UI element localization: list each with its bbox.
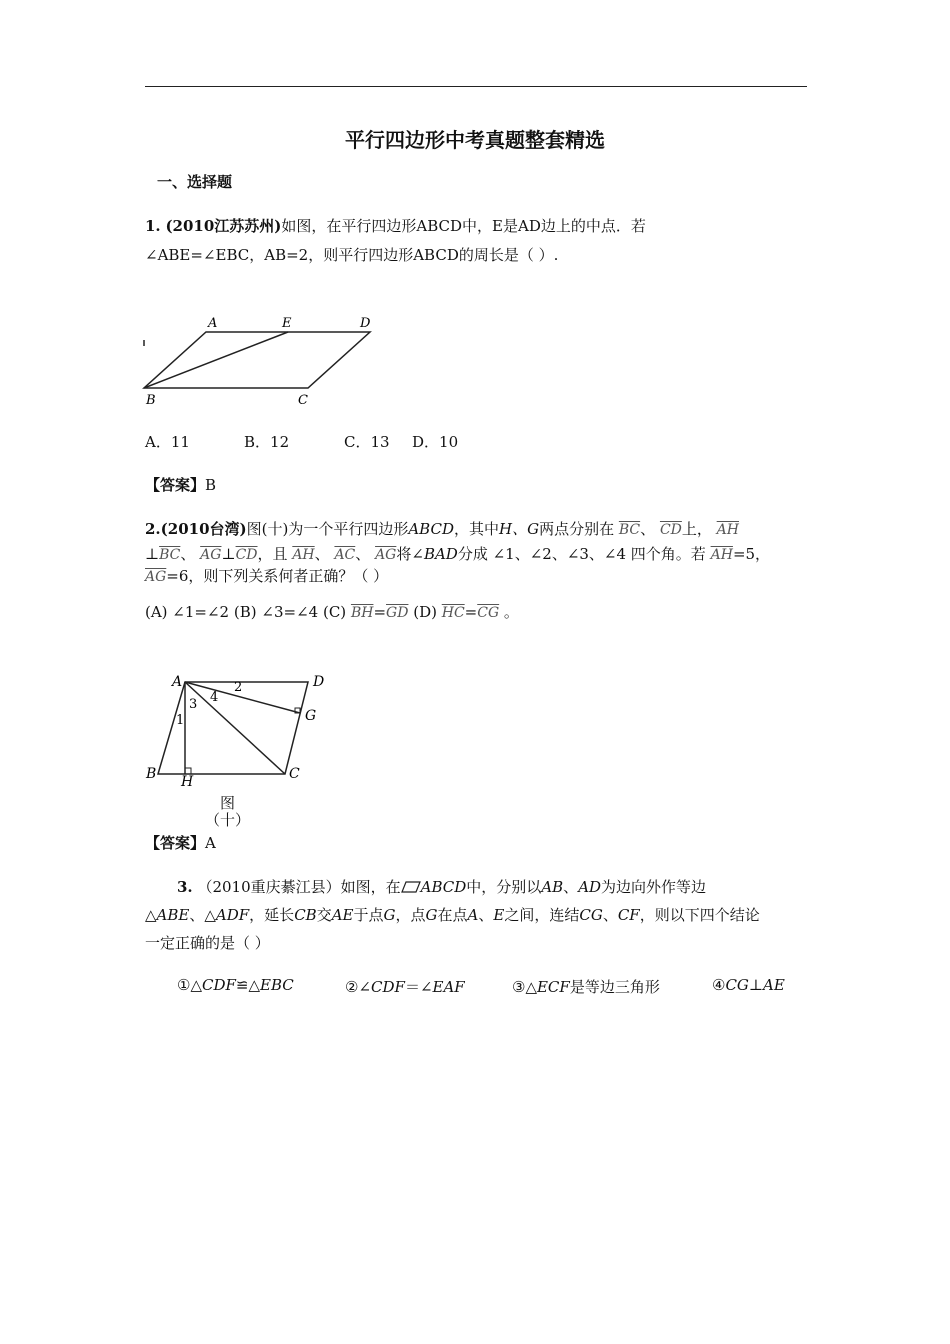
q3-number: 3. (177, 878, 193, 896)
q3-text: 如图，在 (340, 878, 401, 896)
q3-c3-prefix: ③△ (512, 978, 537, 996)
q3-text: 、 (189, 906, 205, 924)
segment-cd: $\overline{CD}$ (659, 522, 682, 538)
segment-bh: $\overline{BH}$ (350, 605, 374, 621)
segment-ah: $\overline{AH}$ (716, 522, 739, 538)
q3-conclusion-2 (345, 976, 465, 997)
segment-gd: $\overline{GD}$ (386, 605, 409, 621)
q3-c1-ebc: EBC (260, 976, 294, 994)
q3-text: 在点 (437, 906, 468, 924)
q3-c2-prefix: ②∠ (345, 978, 372, 996)
q2-option-d: (D) (413, 603, 437, 621)
q3-conclusion-4 (712, 976, 785, 994)
q3-c2-equals: ＝∠ (404, 978, 433, 996)
q3-c4-ae: AE (763, 976, 785, 994)
q3-c1-prefix: ①△ (177, 976, 202, 994)
q2-angle-4: 4 (210, 690, 219, 705)
q1-option-b: B．12 (244, 433, 290, 451)
q1-option-a: A．11 (145, 433, 190, 451)
segment-cg: $\overline{CG}$ (477, 605, 500, 621)
q3-line2 (145, 904, 760, 925)
q3-c2-cdf: CDF (371, 978, 405, 996)
q3-c1-cdf: CDF (201, 976, 236, 994)
header-rule (145, 86, 807, 87)
q2-end-mark: 。 (503, 603, 519, 621)
q3-text: 中，分别以 (466, 878, 542, 896)
q3-e: E (493, 906, 505, 924)
q1-answer-label: 【答案】 (145, 476, 206, 494)
separator: 、 (314, 545, 330, 563)
q3-text: ，点 (395, 906, 426, 924)
q2-text: =6，则下列关系何者正确？（ ） (166, 567, 389, 585)
q2-text: 将∠ (396, 545, 424, 563)
q2-option-b: (B) ∠3=∠4 (233, 603, 319, 621)
q1-parallelogram (144, 332, 370, 388)
q1-label-e: E (282, 316, 292, 331)
page-title: 平行四边形中考真题整套精选 (345, 128, 605, 152)
equals: = (373, 603, 387, 621)
q3-c1-congruent: ≌△ (235, 976, 261, 994)
q1-segment-be (144, 332, 288, 388)
q2-label-a: A (172, 674, 183, 690)
q2-text: 两点分别在 (539, 520, 615, 538)
q2-label-c: C (289, 766, 300, 782)
segment-ag: $\overline{AG}$ (375, 547, 397, 563)
q3-g: G (383, 906, 396, 924)
q1-label-a: A (208, 316, 218, 331)
q3-g: G (425, 906, 438, 924)
segment-bc: $\overline{BC}$ (618, 522, 641, 538)
segment-ah: $\overline{AH}$ (292, 547, 315, 563)
q3-c4-prefix: ④ (712, 976, 726, 994)
parallelogram-symbol-icon (401, 881, 421, 893)
q2-label-b: B (146, 766, 157, 782)
q2-angle-1: 1 (176, 713, 185, 728)
segment-ac: $\overline{AC}$ (334, 547, 356, 563)
q3-line3: 一定正确的是（ ） (145, 934, 270, 952)
q1-label-c: C (298, 393, 308, 408)
q1-option-d: D．10 (412, 433, 459, 451)
q2-text: 图(十)为一个平行四边形 (246, 520, 409, 538)
q2-caption-line2: （十） (205, 811, 251, 829)
q3-abcd: ABCD (420, 878, 467, 896)
q3-text: 交 (316, 906, 332, 924)
segment-ag: $\overline{AG}$ (145, 569, 167, 585)
q2-label-h: H (181, 774, 194, 790)
q1-answer (145, 474, 216, 495)
q2-bad: BAD (423, 545, 458, 563)
q2-angle-3: 3 (189, 697, 198, 712)
q1-label-b: B (146, 393, 156, 408)
q3-text: 为边向外作等边 (601, 878, 707, 896)
q2-line1 (145, 518, 739, 539)
q1-label-d: D (360, 316, 371, 331)
q3-line1 (177, 876, 706, 897)
q2-options (145, 601, 519, 622)
section-heading-choice: 一、选择题 (157, 173, 233, 191)
q1-option-c: C．13 (344, 433, 390, 451)
q1-figure (140, 308, 390, 408)
segment-hc: $\overline{HC}$ (441, 605, 465, 621)
segment-ag: $\overline{AG}$ (200, 547, 222, 563)
q2-answer-label: 【答案】 (145, 834, 206, 852)
q2-option-a: (A) ∠1=∠2 (145, 603, 230, 621)
separator: 、 (180, 545, 196, 563)
q2-parallelogram (158, 682, 308, 774)
q2-line2 (145, 543, 770, 564)
equals: = (464, 603, 478, 621)
q2-text: =5， (732, 545, 771, 563)
q2-label-d: D (313, 674, 325, 690)
q3-text: 、 (478, 906, 494, 924)
q3-a: A (467, 906, 479, 924)
segment-cd: $\overline{CD}$ (235, 547, 258, 563)
q3-text: 、 (563, 878, 579, 896)
q3-text: 于点 (353, 906, 384, 924)
q2-angle-2: 2 (234, 680, 243, 695)
q1-source: (2010江苏苏州) (165, 217, 282, 235)
q2-figure (140, 668, 340, 798)
segment-bc: $\overline{BC}$ (159, 547, 181, 563)
q2-source: (2010台湾) (160, 520, 247, 538)
perp-symbol: ⊥ (221, 545, 236, 563)
q3-conclusion-3 (512, 976, 660, 997)
q2-option-c: (C) (322, 603, 347, 621)
q3-conclusion-1 (177, 976, 294, 994)
q2-label-g: G (305, 708, 317, 724)
q1-text-line1: 如图，在平行四边形ABCD中，E是AD边上的中点．若 (281, 217, 646, 235)
segment-ah: $\overline{AH}$ (710, 547, 733, 563)
q3-cb: CB (294, 906, 317, 924)
q3-c2-eaf: EAF (432, 978, 465, 996)
q3-text: 之间，连结 (504, 906, 580, 924)
q3-ae: AE (331, 906, 354, 924)
q1-number: 1. (145, 217, 161, 235)
q3-c3-ecf: ECF (536, 978, 570, 996)
q2-text: ，其中 (453, 520, 499, 538)
separator: 、 (355, 545, 371, 563)
q2-answer (145, 832, 216, 853)
q2-text: ，且 (257, 545, 288, 563)
q3-ab: AB (541, 878, 564, 896)
q3-abe: △ABE (145, 906, 190, 924)
q3-cg: CG (579, 906, 603, 924)
q2-answer-value: A (205, 834, 216, 852)
q3-text: 、 (602, 906, 618, 924)
q2-hg: H、G (499, 520, 540, 538)
q2-line3 (145, 565, 388, 586)
q3-c4-cg: CG (725, 976, 749, 994)
q2-caption-line1: 图 (220, 794, 236, 812)
q3-ad: AD (578, 878, 602, 896)
perp-symbol: ⊥ (145, 545, 160, 563)
q2-text: 上， (681, 520, 712, 538)
q3-source: （2010重庆綦江县） (197, 878, 341, 896)
q3-cf: CF (617, 906, 640, 924)
q3-text: ，则以下四个结论 (639, 906, 760, 924)
q2-text: 分成 ∠1、∠2、∠3、∠4 四个角。若 (457, 545, 706, 563)
q3-c3-text: 是等边三角形 (569, 978, 660, 996)
separator: 、 (640, 520, 656, 538)
q3-text: ，延长 (249, 906, 295, 924)
q1-text-line2: ∠ABE=∠EBC，AB=2，则平行四边形ABCD的周长是（ ）. (145, 246, 559, 264)
q1-answer-value: B (205, 476, 217, 494)
q2-number: 2. (145, 520, 161, 538)
q3-adf: △ADF (204, 906, 250, 924)
q2-abcd: ABCD (408, 520, 454, 538)
q1-line1 (145, 215, 646, 236)
q3-c4-perp: ⊥ (748, 976, 764, 994)
